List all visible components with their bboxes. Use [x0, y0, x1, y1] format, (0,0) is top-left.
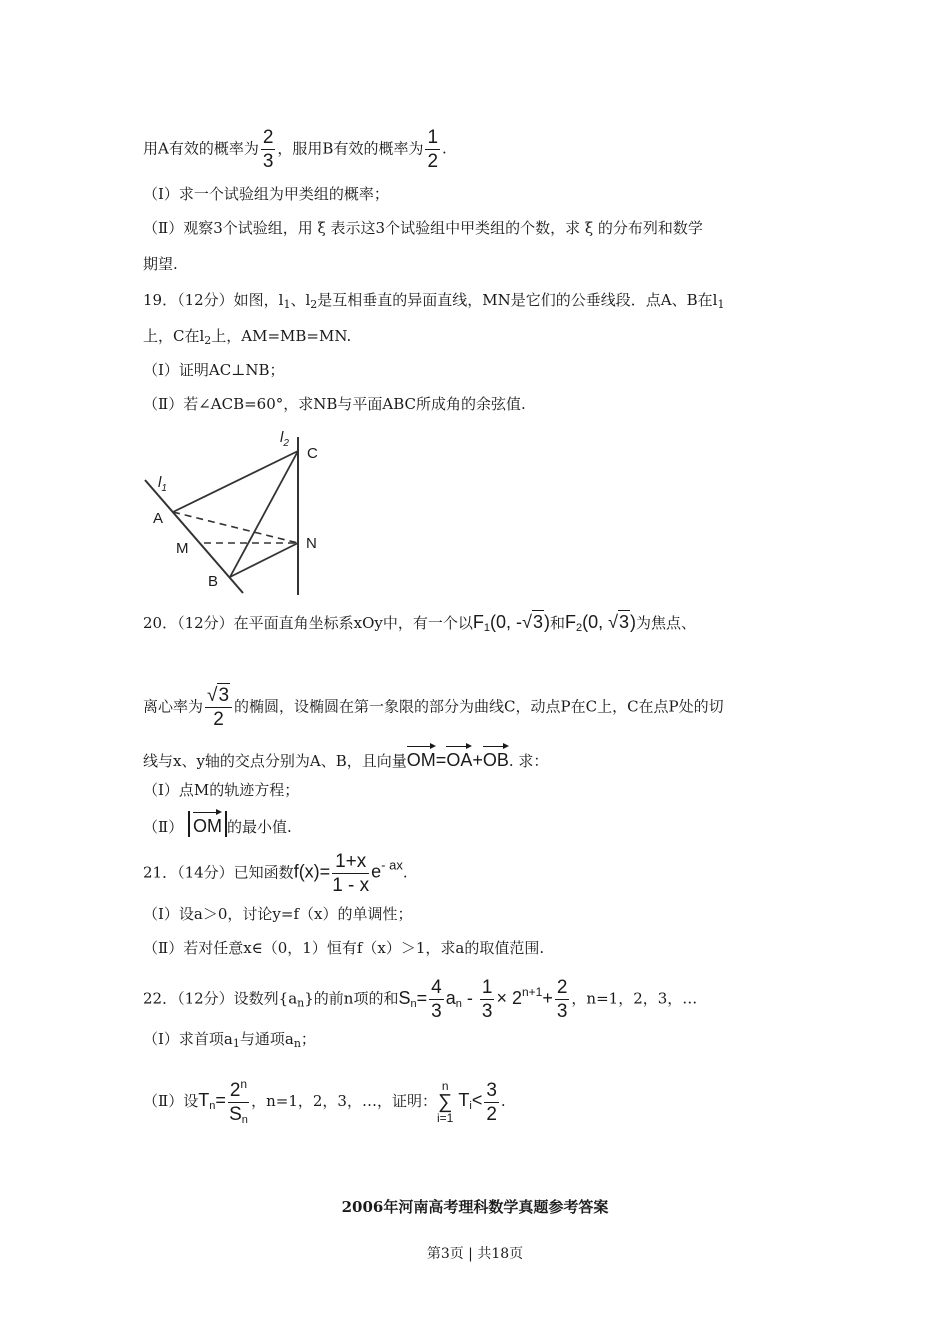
question-18-part-2: （Ⅱ）观察3个试验组，用 ξ 表示这3个试验组中甲类组的个数，求 ξ 的分布列和数学: [143, 219, 703, 237]
segment-BN: [230, 543, 298, 577]
question-18-condition: 用A有效的概率为 $\frac{2}{3}$ ，服用B有效的概率为 $\frac{1}{2}$ .: [143, 127, 447, 172]
question-18-part-1: （Ⅰ）求一个试验组为甲类组的概率；: [143, 185, 389, 203]
answer-section-title: 2006年河南高考理科数学真题参考答案: [341, 1198, 609, 1216]
question-22-part-2: （Ⅱ）设$T_n=$ $\frac{2^n}{S_n}$ ，n=1，2，3，…，证明： n ∑ i=1 $T_i<$ $\frac{3}{2}$ .: [143, 1077, 506, 1126]
question-19-stem-cont: 上，C在$l_2$上，AM=MB=MN.: [143, 327, 352, 347]
geometry-figure: [140, 425, 340, 600]
label-B: B: [208, 573, 219, 590]
label-A: A: [153, 510, 164, 527]
label-N: N: [306, 535, 317, 552]
segment-AC: [173, 451, 298, 512]
fraction-two-thirds: $\frac{2}{3}$: [262, 127, 274, 172]
question-19-part-1: （Ⅰ）证明AC⊥NB；: [143, 361, 285, 379]
question-20-stem-cont2: 线与x、y轴的交点分别为A、B，且向量OM=OA+OB. 求：: [143, 745, 548, 772]
question-18-part-2-cont: 期望.: [143, 255, 178, 273]
question-22-stem: 22．（12分）设数列$\{a_n\}$的前n项的和$S_n=$ $\frac{4}{3}$ $a_n$ - $\frac{1}{3}$ × $2^{n+1}+$ $\frac{2}{3}$ ，n=1，2，3，…: [143, 977, 698, 1022]
question-19-part-2: （Ⅱ）若∠ACB=60°，求NB与平面ABC所成角的余弦值.: [143, 395, 526, 413]
fraction-sqrt3-over-2: $\frac{√3}{2}$: [205, 686, 232, 729]
label-M: M: [176, 540, 189, 557]
question-20-stem-cont: 离心率为 $\frac{√3}{2}$ 的椭圆，设椭圆在第一象限的部分为曲线C，动点P在C上，C在点P处的切: [143, 685, 724, 730]
question-21-part-2: （Ⅱ）若对任意x∈（0，1）恒有f（x）＞1，求a的取值范围.: [143, 939, 545, 957]
segment-BC: [230, 451, 298, 577]
label-C: C: [307, 445, 318, 462]
label-l1: $l_1$: [158, 474, 167, 494]
fraction-one-half: $\frac{1}{2}$: [427, 127, 439, 172]
label-l2: $l_2$: [280, 429, 289, 449]
line-l1: [145, 480, 243, 593]
question-22-part-1: （Ⅰ）求首项$a_1$与通项$a_n$；: [143, 1030, 316, 1050]
question-20-part-2: （Ⅱ） OM 的最小值.: [143, 811, 292, 838]
segment-AN: [173, 512, 298, 543]
question-19-stem: 19．（12分）如图，$l_1$、$l_2$是互相垂直的异面直线，MN是它们的公垂线段．点A、B在$l_1$: [143, 291, 725, 311]
page-footer: 第3页 | 共18页: [426, 1246, 524, 1262]
question-21-part-1: （Ⅰ）设a＞0，讨论y=f（x）的单调性；: [143, 905, 413, 923]
question-20-stem: 20．（12分）在平面直角坐标系xOy中，有一个以$F_1(0$, -√3)和$F_2(0$, √3)为焦点、: [143, 612, 697, 634]
question-21-stem: 21．（14分）已知函数f(x)= $\frac{1+x}{1 - x}$ e- ax.: [143, 851, 408, 896]
summation: n ∑ i=1: [436, 1079, 454, 1125]
question-20-part-1: （Ⅰ）点M的轨迹方程；: [143, 781, 300, 799]
